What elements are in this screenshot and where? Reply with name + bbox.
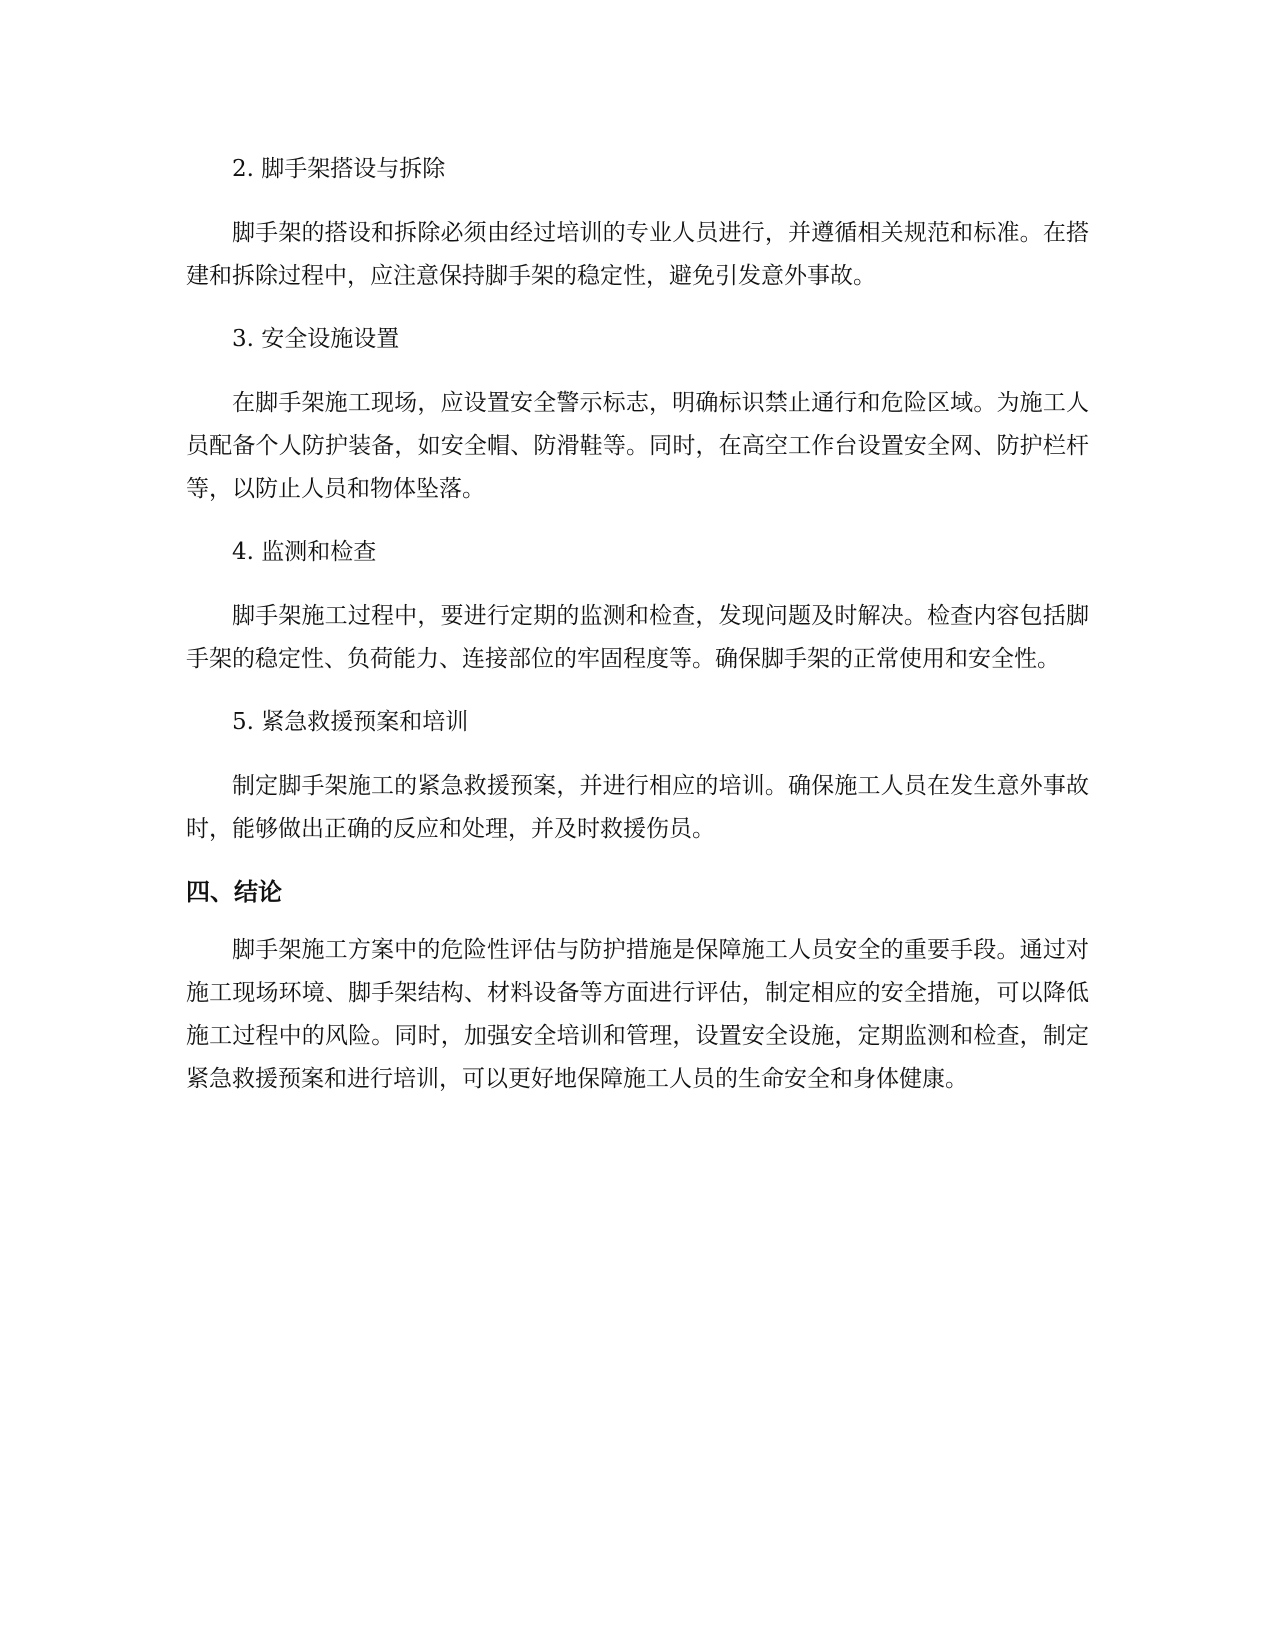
- document-content: [186, 148, 1089, 1121]
- item-heading-emergency: 5. 紧急救援预案和培训: [232, 709, 469, 735]
- conclusion-paragraph: 脚手架施工方案中的危险性评估与防护措施是保障施工人员安全的重要手段。通过对施工现场环境、脚手架结构、材料设备等方面进行评估，制定相应的安全措施，可以降低施工过程中的风险。同时，加强安全培训和管理，设置安全设施，定期监测和检查，制定紧急救援预案和进行培训，可以更好地保障施工人员的生命安全和身体健康。: [186, 937, 1089, 1092]
- paragraph-safety-facilities: 在脚手架施工现场，应设置安全警示标志，明确标识禁止通行和危险区域。为施工人员配备个人防护装备，如安全帽、防滑鞋等。同时，在高空工作台设置安全网、防护栏杆等，以防止人员和物体坠落。: [186, 390, 1089, 502]
- item-heading-monitoring: 4. 监测和检查: [232, 539, 377, 565]
- item-heading-scaffold-erection: 2. 脚手架搭设与拆除: [232, 156, 446, 182]
- paragraph-monitoring: 脚手架施工过程中，要进行定期的监测和检查，发现问题及时解决。检查内容包括脚手架的稳定性、负荷能力、连接部位的牢固程度等。确保脚手架的正常使用和安全性。: [186, 603, 1089, 672]
- paragraph-emergency: 制定脚手架施工的紧急救援预案，并进行相应的培训。确保施工人员在发生意外事故时，能够做出正确的反应和处理，并及时救援伤员。: [186, 773, 1089, 842]
- item-heading-safety-facilities: 3. 安全设施设置: [232, 326, 400, 352]
- conclusion-heading: 四、结论: [186, 878, 282, 906]
- paragraph-scaffold-erection: 脚手架的搭设和拆除必须由经过培训的专业人员进行，并遵循相关规范和标准。在搭建和拆除过程中，应注意保持脚手架的稳定性，避免引发意外事故。: [186, 220, 1089, 289]
